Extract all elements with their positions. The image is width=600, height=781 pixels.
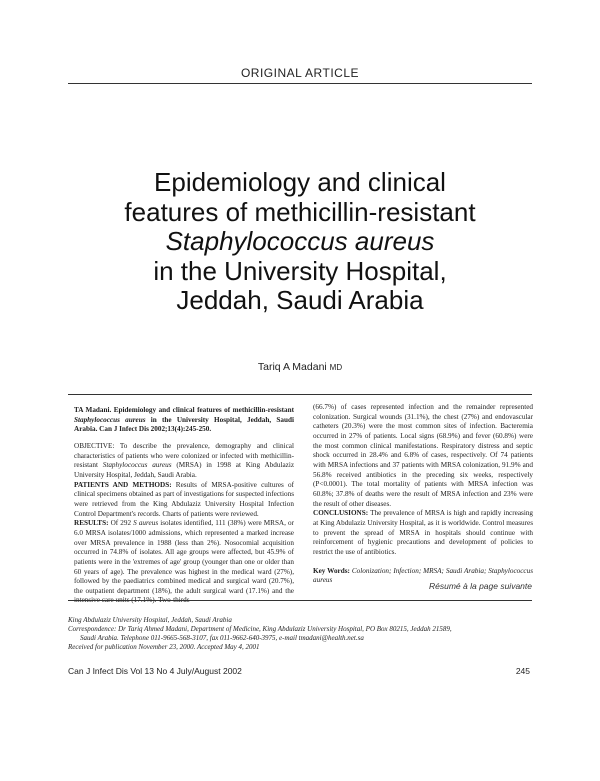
citation [74,406,294,435]
top-rule [68,83,532,84]
conclusions-label: CONCLUSIONS: [313,509,369,518]
citation-text-a: TA Madani. Epidemiology and clinical features of methicillin-resistant [74,406,294,414]
results-organism: S aureus [133,519,159,528]
objective-organism: Staphylococcus aureus [102,461,172,470]
results-continued [313,403,533,509]
conclusions-text: The prevalence of MRSA is high and rapidly increasing at King Abdulaziz University Hospital, as it is worldwide. Control measures to prevent the spread of MRSA in hospitals should continue with reinforcement of hygienic precautions and development of policies to restrict the use of antibiotics. [313,509,534,556]
abstract-right-column [313,403,533,590]
methods-label: PATIENTS AND METHODS: [74,480,172,489]
affiliation: King Abdulaziz University Hospital, Jeddah, Saudi Arabia [68,616,232,624]
results-label: RESULTS: [74,519,109,528]
section-label: ORIGINAL ARTICLE [240,66,360,80]
abstract-bottom-rule [68,600,532,601]
title-line-4: in the University Hospital, [153,255,447,286]
journal-citation: Can J Infect Dis Vol 13 No 4 July/August 2002 [68,666,242,676]
results-continued-text: (66.7%) of cases represented infection and the remainder represented colonization. Surgical wounds (31.1%), the chest (27%) and endovascular catheters (20.3%) were the most common sites of infection. Bacteremia occurred in 27% of patients. Local signs (68.9%) and fever (60.8%) were the most common clinical manifestations. Respiratory distress and septic shock occurred in 28.4% and 6.8% of cases, respectively. Of 74 patients with MRSA infections and 37 patients with MRSA colonization, 91.9% and 56.8% received antibiotics in the preceding six weeks, respectively (P<0.0001). The total mortality of patients with MRSA infection was 60.8%; 37.8% of deaths were the result of MRSA infection and 23% were the result of other diseases. [313,403,533,508]
author-byline [220,361,380,373]
results-text-b: isolates identified, 111 (38%) were MRSA, or 6.0 MRSA isolates/1000 admissions, which represented a marked increase over MRSA prevalence in 1988 (less than 2%). Nosocomial acquisition occurred in 74.8% of isolates. All age groups were affected, but 45.9% of patients were in the 'extremes of age' group (younger than one or older than 60 years of age). The prevalence was highest in the medical ward (27%), followed by the paediatrics combined medical and surgical ward (20.7%), the outpatient department (18%), the adult surgical ward (17.1%) and the intensive care units (17.1%). Two-thirds [74,519,294,605]
correspondence-line-1: Correspondence: Dr Tariq Ahmed Madani, Department of Medicine, King Abdulaziz University Hospital, PO Box 80215, Jeddah 21589, [68,625,452,633]
objective-label: OBJECTIVE: [74,441,115,450]
keywords-label: Key Words: [313,566,350,575]
methods-text: Results of MRSA-positive cultures of clinical specimens obtained as part of investigations for suspected infections were retrieved from the King Abdulaziz University Hospital Infection Control Department's records. Charts of patients were reviewed. [74,480,295,518]
abstract-top-rule [68,394,532,395]
results-text-a: Of 292 [110,519,132,528]
received-dates: Received for publication November 23, 2000. Accepted May 4, 2001 [68,643,260,651]
keywords-text: Colonization; Infection; MRSA; Saudi Arabia; Staphylococcus aureus [313,566,533,585]
article-title [60,168,540,316]
author-name: Tariq A Madani [257,361,327,373]
page-footer [68,666,530,676]
citation-organism: Staphylococcus aureus [74,415,146,424]
abstract-left-column [74,406,294,610]
title-line-5: Jeddah, Saudi Arabia [176,285,424,315]
title-line-2: features of methicillin-resistant [124,196,476,227]
objective-text-b: (MRSA) in 1998 at King Abdulaziz University Hospital, Jeddah, Saudi Arabia. [74,461,295,479]
conclusions-paragraph [313,509,533,557]
objective-paragraph [74,442,294,481]
methods-paragraph [74,481,294,520]
footnotes [68,616,528,652]
author-degree: MD [329,363,343,372]
citation-text-b: in the University Hospital, Jeddah, Saudi Arabia. Can J Infect Dis 2002;13(4):245-250. [74,415,294,434]
resume-link[interactable]: Résumé à la page suivante [428,581,532,591]
page-number: 245 [515,666,530,676]
title-line-3: Staphylococcus aureus [165,226,435,256]
results-paragraph [74,519,294,606]
correspondence-line-2: Saudi Arabia. Telephone 011-9665-568-3107, fax 011-9662-640-3975, e-mail tmadani@health.net.sa [80,634,364,642]
objective-text-a: To describe the prevalence, demography and clinical characteristics of patients who were colonized or infected with methicillin-resistant [74,441,294,470]
title-line-1: Epidemiology and clinical [154,167,446,197]
